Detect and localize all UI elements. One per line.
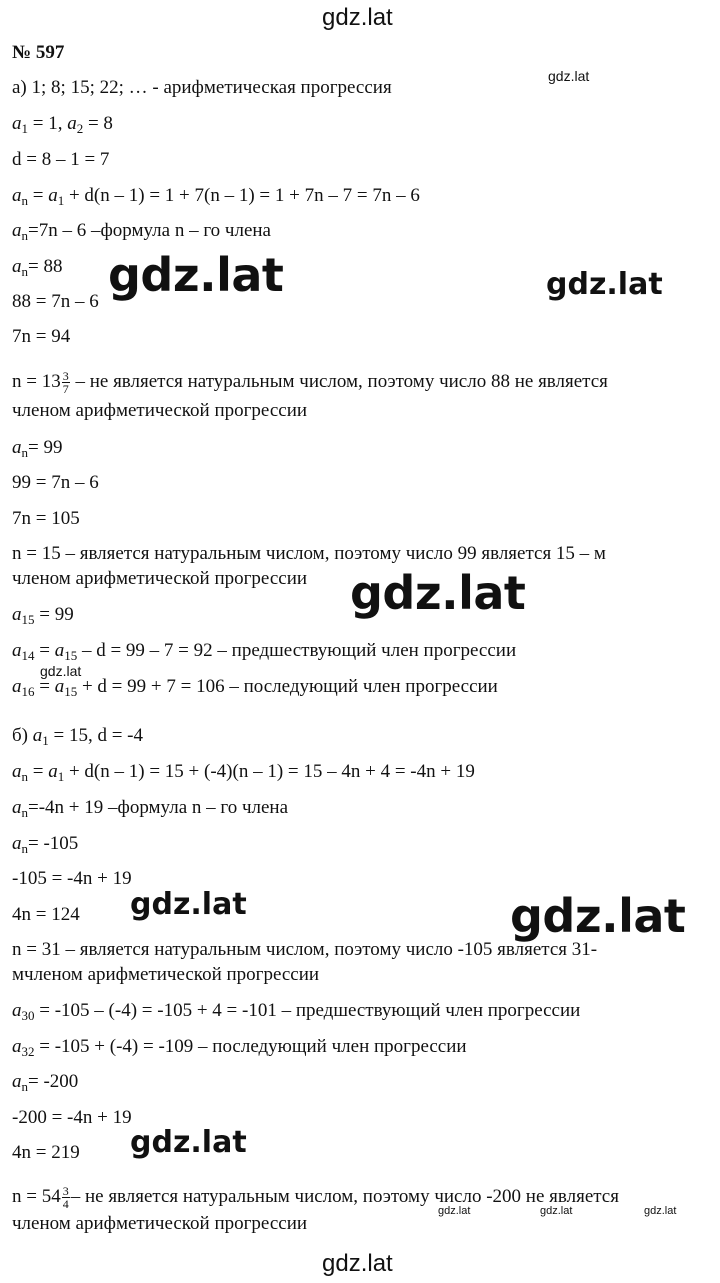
part-a-line-5: $a_n=7n - 6$ –формула n – го члена <box>12 220 271 243</box>
part-a-line-16: $a_{15} = 99$ <box>12 604 74 627</box>
part-b-line-15: членом арифметической прогрессии <box>12 1213 308 1234</box>
part-b-line-3: $a_n=-4n + 19$ –формула n – го члена <box>12 797 289 820</box>
part-b-line-10: $a_{32} = -105 + (-4) = -109$ – последующий член прогрессии <box>12 1036 467 1059</box>
part-b-line-8: мчленом арифметической прогрессии <box>12 964 320 985</box>
part-a-line-8: 7n = 94 <box>12 326 71 347</box>
watermark-small-2: gdz.lat <box>40 663 82 679</box>
watermark-tiny-2: gdz.lat <box>540 1205 573 1217</box>
watermark-large-2: gdz.lat <box>350 566 526 620</box>
header-watermark: gdz.lat <box>322 4 393 31</box>
part-a-line-13: 7n = 105 <box>12 508 80 529</box>
part-b-line-6: 4n = 124 <box>12 904 80 925</box>
part-a-line-14: n = 15 – является натуральным числом, поэтому число 99 является 15 – м <box>12 543 606 564</box>
watermark-tiny-3: gdz.lat <box>644 1205 677 1217</box>
part-b-line-11: $a_n= -200$ <box>12 1071 79 1094</box>
footer-watermark: gdz.lat <box>322 1250 393 1277</box>
part-b-line-1: б) $a_1 = 15$, d = -4 <box>12 725 144 748</box>
fraction-3-4: $\frac{3}{4}$ <box>62 1184 69 1211</box>
part-a-line-9: n = 13 $\frac{3}{7}$ – не является натуральным числом, поэтому число 88 не является <box>12 369 608 396</box>
part-a-line-10: членом арифметической прогрессии <box>12 400 308 421</box>
part-a-line-6: $a_n= 88$ <box>12 256 63 279</box>
part-a-line-3: d = 8 – 1 = 7 <box>12 149 110 170</box>
part-a-line-4: $a_n = a_1 + d(n - 1) = 1 + 7(n - 1) = 1 + 7n - 7 = 7n - 6$ <box>12 185 420 208</box>
part-a-line-18: $a_{16} = a_{15} + d = 99 + 7 = 106$ – последующий член прогрессии <box>12 676 498 699</box>
part-b-line-14: n = 54 $\frac{3}{4}$ – не является натуральным числом, поэтому число -200 не является <box>12 1184 619 1211</box>
part-b-line-2: $a_n = a_1 + d(n - 1) = 15 + (-4)(n - 1) = 15 - 4n + 4 = -4n + 19$ <box>12 761 475 784</box>
part-b-line-12: -200 = -4n + 19 <box>12 1107 132 1128</box>
part-a-line-11: $a_n= 99$ <box>12 437 63 460</box>
watermark-medium-2: gdz.lat <box>130 887 247 922</box>
problem-number: № 597 <box>12 42 65 63</box>
part-b-line-9: $a_{30} = -105 - (-4) = -105 + 4 = -101$ – предшествующий член прогрессии <box>12 1000 581 1023</box>
part-a-line-12: 99 = 7n – 6 <box>12 472 99 493</box>
watermark-tiny-1: gdz.lat <box>438 1205 471 1217</box>
watermark-small-1: gdz.lat <box>548 68 590 84</box>
part-b-line-13: 4n = 219 <box>12 1142 80 1163</box>
watermark-large-1: gdz.lat <box>108 248 284 302</box>
part-a-line-2: $a_1 = 1$, $a_2 = 8$ <box>12 113 113 136</box>
part-b-line-4: $a_n= -105$ <box>12 833 79 856</box>
watermark-medium-3: gdz.lat <box>130 1125 247 1160</box>
fraction-3-7: $\frac{3}{7}$ <box>62 369 69 396</box>
watermark-medium-1: gdz.lat <box>546 267 663 302</box>
part-a-line-7: 88 = 7n – 6 <box>12 291 99 312</box>
part-a-line-15: членом арифметической прогрессии <box>12 568 308 589</box>
part-a-line-17: $a_{14} = a_{15} - d = 99 - 7 = 92$ – предшествующий член прогрессии <box>12 640 517 663</box>
part-b-line-7: n = 31 – является натуральным числом, поэтому число -105 является 31- <box>12 939 598 960</box>
watermark-large-3: gdz.lat <box>510 889 686 943</box>
part-a-line-1: а) 1; 8; 15; 22; … - арифметическая прогрессия <box>12 77 392 98</box>
part-b-line-5: -105 = -4n + 19 <box>12 868 132 889</box>
